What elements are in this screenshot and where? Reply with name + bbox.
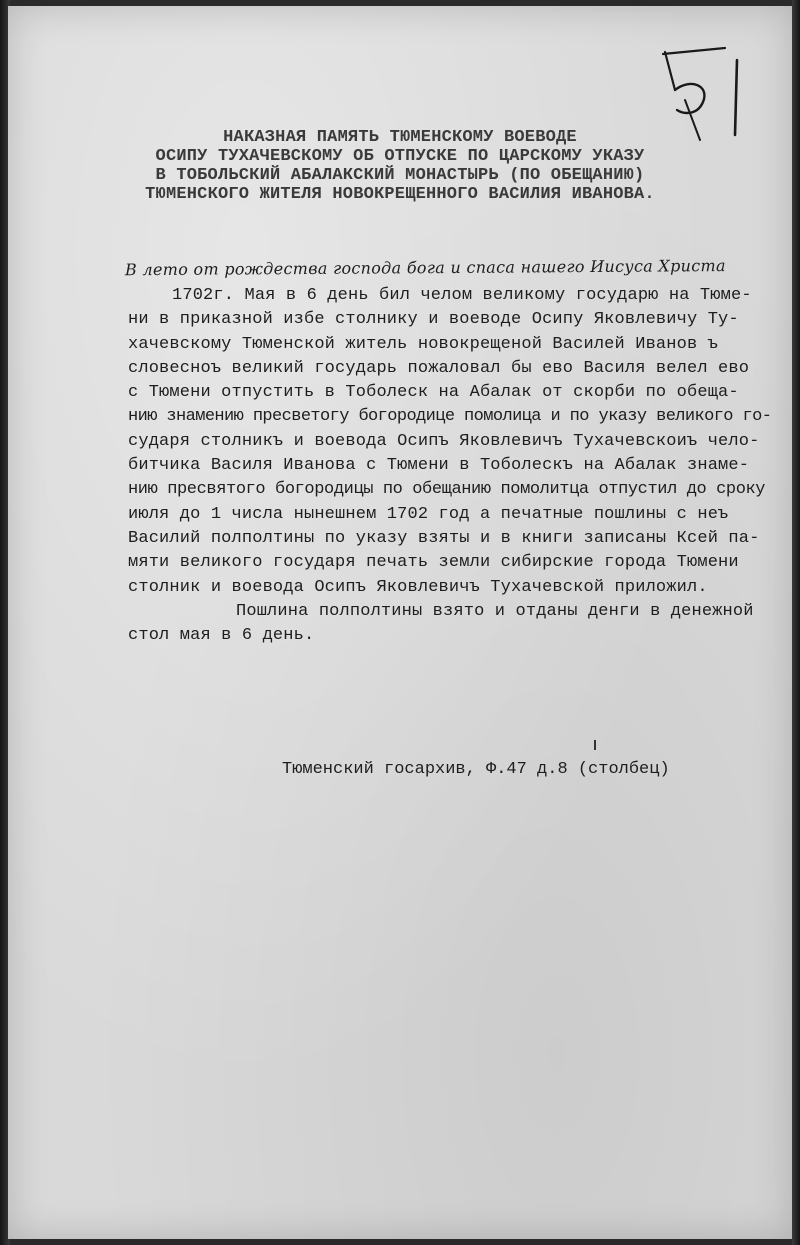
scan-edge-right xyxy=(792,0,800,1245)
body-line: хачевскому Тюменской житель новокрещеной Василей Иванов ъ xyxy=(128,334,719,354)
body-line: стол мая в 6 день. xyxy=(128,626,315,646)
title-line: НАКАЗНАЯ ПАМЯТЬ ТЮМЕНСКОМУ ВОЕВОДЕ xyxy=(223,128,577,147)
document-title xyxy=(120,128,680,204)
body-line: июля до 1 числа нынешнем 1702 год а печатные пошлины с неъ xyxy=(128,504,729,524)
document-body xyxy=(128,284,778,648)
body-line: 1702г. Мая в 6 день бил челом великому государю на Тюме- xyxy=(172,286,752,305)
body-line: Василий полполтины по указу взяты и в книги записаны Ксей па- xyxy=(128,528,760,548)
body-line: нию знамению пресветогу богородице помолица и по указу великого го- xyxy=(128,407,772,427)
archive-reference: Тюменский госархив, Ф.47 д.8 (столбец) xyxy=(282,760,670,779)
body-line: мяти великого государя печать земли сибирские города Тюмени xyxy=(128,553,739,573)
body-line: битчика Василя Иванова с Тюмени в Тоболескъ на Абалак знаме- xyxy=(128,456,750,476)
pencil-mark xyxy=(594,740,596,750)
handwritten-insertion: В лето от рождества господа бога и спаса нашего Иисуса Христа xyxy=(124,256,726,280)
body-line: нию пресвятого богородицы по обещанию помолитца отпустил до сроку xyxy=(128,480,766,500)
body-line: Пошлина полполтины взято и отданы денги в денежной xyxy=(236,601,754,621)
body-line: ни в приказной избе столнику и воеводе Осипу Яковлевичу Ту- xyxy=(128,310,739,330)
body-line: словесноъ великий государь пожаловал бы ево Василя велел ево xyxy=(128,358,750,378)
body-line: сударя столникъ и воевода Осипъ Яковлевичъ Тухачевскоиъ чело- xyxy=(128,431,760,451)
title-line: ОСИПУ ТУХАЧЕВСКОМУ ОБ ОТПУСКЕ ПО ЦАРСКОМУ УКАЗУ xyxy=(155,147,645,166)
title-line: В ТОБОЛЬСКИЙ АБАЛАКСКИЙ МОНАСТЫРЬ (ПО ОБЕЩАНИЮ) xyxy=(155,166,645,185)
body-line: с Тюмени отпустить в Тоболеск на Абалак от скорби по обеща- xyxy=(128,383,739,403)
body-line: столник и воевода Осипъ Яковлевичъ Тухачевской приложил. xyxy=(128,577,708,597)
title-line: ТЮМЕНСКОГО ЖИТЕЛЯ НОВОКРЕЩЕННОГО ВАСИЛИЯ ИВАНОВА. xyxy=(145,185,655,204)
